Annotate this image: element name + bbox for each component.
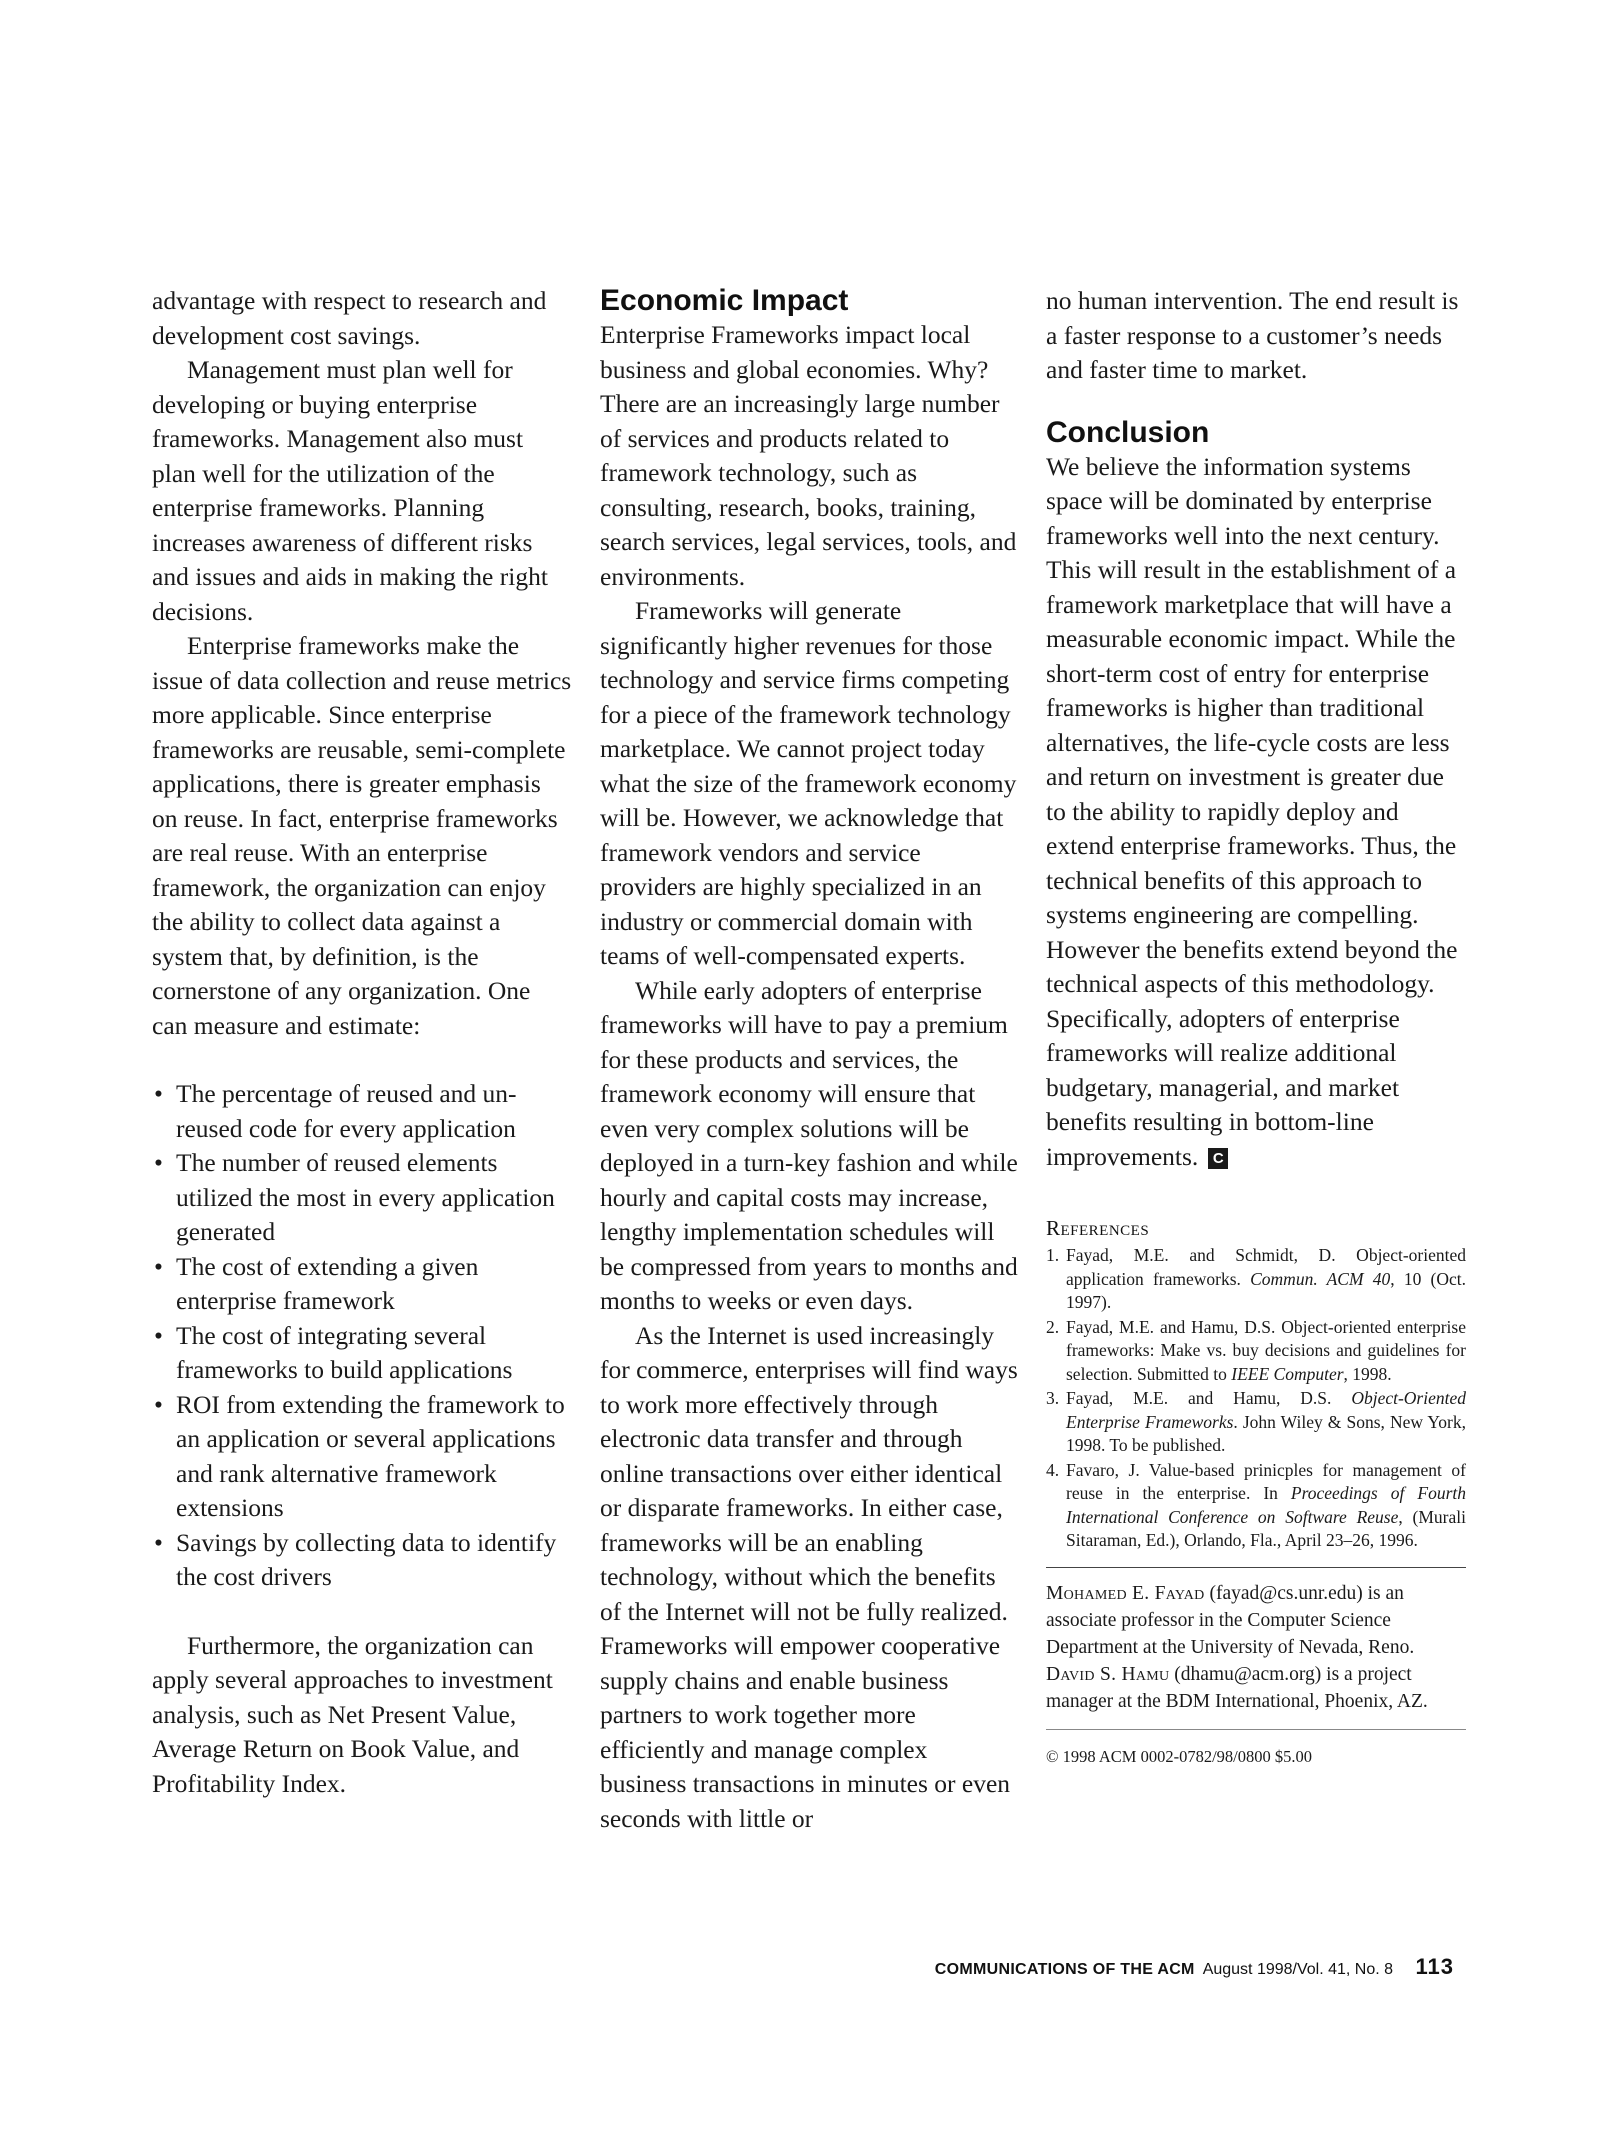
col2-paragraph-4: As the Internet is used increasingly for commerce, enterprises will find ways to work more effectively through electronic data transfer and through online transactions over either identical or disparate frameworks. In either case, frameworks will be an enabling technology, without which the benefits of the Internet will not be fully realized. Frameworks will empower cooperative supply chains and enable business partners to work together more efficiently and manage complex business transactions in minutes or even seconds with little or: [600, 1320, 1018, 1833]
col1-paragraph-4: Furthermore, the organization can apply several approaches to investment analysis, such as Net Present Value, Average Return on Book Value, and Profitability Index.: [152, 1630, 553, 1798]
end-of-article-icon: C: [1208, 1148, 1228, 1169]
author-name: David S. Hamu: [1046, 1663, 1170, 1685]
reference-item: 2. Fayad, M.E. and Hamu, D.S. Object-oriented enterprise frameworks: Make vs. buy decisions and guidelines for selection. Submitted to IEEE Computer, 1998.: [1046, 1316, 1466, 1384]
col1-paragraph-1: advantage with respect to research and development cost savings.: [152, 286, 547, 350]
column-2: [600, 284, 1020, 1836]
bullet-icon: •: [154, 1251, 163, 1281]
conclusion-heading: Conclusion: [1046, 415, 1210, 449]
column-1: [152, 284, 572, 1801]
author-bios: [1046, 1580, 1466, 1715]
list-item: • The number of reused elements utilized the most in every application generated: [154, 1148, 555, 1246]
page-footer: [935, 1954, 1454, 1980]
author-bio: Mohamed E. Fayad (fayad@cs.unr.edu) is an associate professor in the Computer Science Department at the University of Nevada, Reno.: [1046, 1582, 1415, 1658]
reference-item: 3. Fayad, M.E. and Hamu, D.S. Object-Oriented Enterprise Frameworks. John Wiley & Sons, New York, 1998. To be published.: [1046, 1388, 1466, 1455]
issue-info: August 1998/Vol. 41, No. 8: [1202, 1961, 1394, 1978]
list-item: • ROI from extending the framework to an application or several applications and rank alternative framework extensions: [154, 1389, 565, 1522]
bullet-icon: •: [154, 1389, 163, 1419]
col1-paragraph-2: Management must plan well for developing or buying enterprise frameworks. Management also must plan well for the utilization of the enterprise frameworks. Planning increases awareness of different risks and issues and aids in making the right decisions.: [152, 355, 548, 626]
author-bio: David S. Hamu (dhamu@acm.org) is a project manager at the BDM International, Phoenix, AZ.: [1046, 1663, 1428, 1712]
list-item: • The cost of integrating several frameworks to build applications: [154, 1320, 513, 1384]
copyright-line: © 1998 ACM 0002-0782/98/0800 $5.00: [1046, 1746, 1313, 1766]
journal-name: COMMUNICATIONS OF THE ACM: [934, 1961, 1195, 1978]
economic-impact-heading: Economic Impact: [600, 284, 849, 317]
page-number: 113: [1415, 1954, 1454, 1979]
conclusion-paragraph: We believe the information systems space will be dominated by enterprise frameworks well into the next century. This will result in the establishment of a framework marketplace that will have a measurable economic impact. While the short-term cost of entry for enterprise frameworks is higher than traditional alternatives, the life-cycle costs are less and return on investment is greater due to the ability to rapidly deploy and extend enterprise frameworks. Thus, the technical benefits of this approach to systems engineering are compelling. However the benefits extend beyond the technical aspects of this methodology. Specifically, adopters of enterprise frameworks will realize additional budgetary, managerial, and market benefits resulting in bottom-line improvements. C: [1046, 451, 1458, 1171]
list-item: • The percentage of reused and un-reused code for every application: [154, 1079, 517, 1143]
reference-item: 1. Fayad, M.E. and Schmidt, D. Object-oriented application frameworks. Commun. ACM 40, 10 (Oct. 1997).: [1046, 1245, 1466, 1312]
col2-paragraph-3: While early adopters of enterprise frameworks will have to pay a premium for these products and services, the framework economy will ensure that even very complex solutions will be deployed in a turn-key fashion and while hourly and capital costs may increase, lengthy implementation schedules will be compressed from years to months and months to weeks or even days.: [600, 975, 1018, 1315]
col1-paragraph-3: Enterprise frameworks make the issue of data collection and reuse metrics more applicable. Since enterprise frameworks are reusable, semi-complete applications, there is greater emphasis on reuse. In fact, enterprise frameworks are real reuse. With an enterprise framework, the organization can enjoy the ability to collect data against a system that, by definition, is the cornerstone of any organization. One can measure and estimate:: [152, 631, 572, 1040]
list-item: • Savings by collecting data to identify the cost drivers: [154, 1527, 557, 1591]
col3-paragraph-0: no human intervention. The end result is a faster response to a customer’s needs and faster time to market.: [1046, 286, 1459, 384]
col2-paragraph-1: Enterprise Frameworks impact local business and global economies. Why? There are an increasingly large number of services and products related to framework technology, such as consulting, research, books, training, search services, legal services, tools, and environments.: [600, 320, 1017, 591]
references-list: [1046, 1244, 1466, 1553]
divider: [1046, 1567, 1466, 1568]
divider: [1046, 1729, 1466, 1730]
bullet-icon: •: [154, 1527, 163, 1557]
author-name: Mohamed E. Fayad: [1046, 1582, 1205, 1604]
list-item: • The cost of extending a given enterprise framework: [154, 1251, 479, 1315]
bullet-icon: •: [154, 1079, 163, 1108]
bullet-icon: •: [154, 1148, 163, 1177]
col2-paragraph-2: Frameworks will generate significantly higher revenues for those technology and service firms competing for a piece of the framework technology marketplace. We cannot project today what the size of the framework economy will be. However, we acknowledge that framework vendors and service providers are highly specialized in an industry or commercial domain with teams of well-compensated experts.: [600, 596, 1017, 970]
reference-item: 4. Favaro, J. Value-based prinicples for management of reuse in the enterprise. In Proceedings of Fourth International Conference on Software Reuse, (Murali Sitaraman, Ed.), Orlando, Fla., April 23–26, 1996.: [1046, 1459, 1466, 1550]
column-3: [1046, 284, 1466, 1768]
references-heading: References: [1046, 1216, 1150, 1240]
bullet-icon: •: [154, 1320, 163, 1350]
metrics-list: [152, 1077, 572, 1595]
